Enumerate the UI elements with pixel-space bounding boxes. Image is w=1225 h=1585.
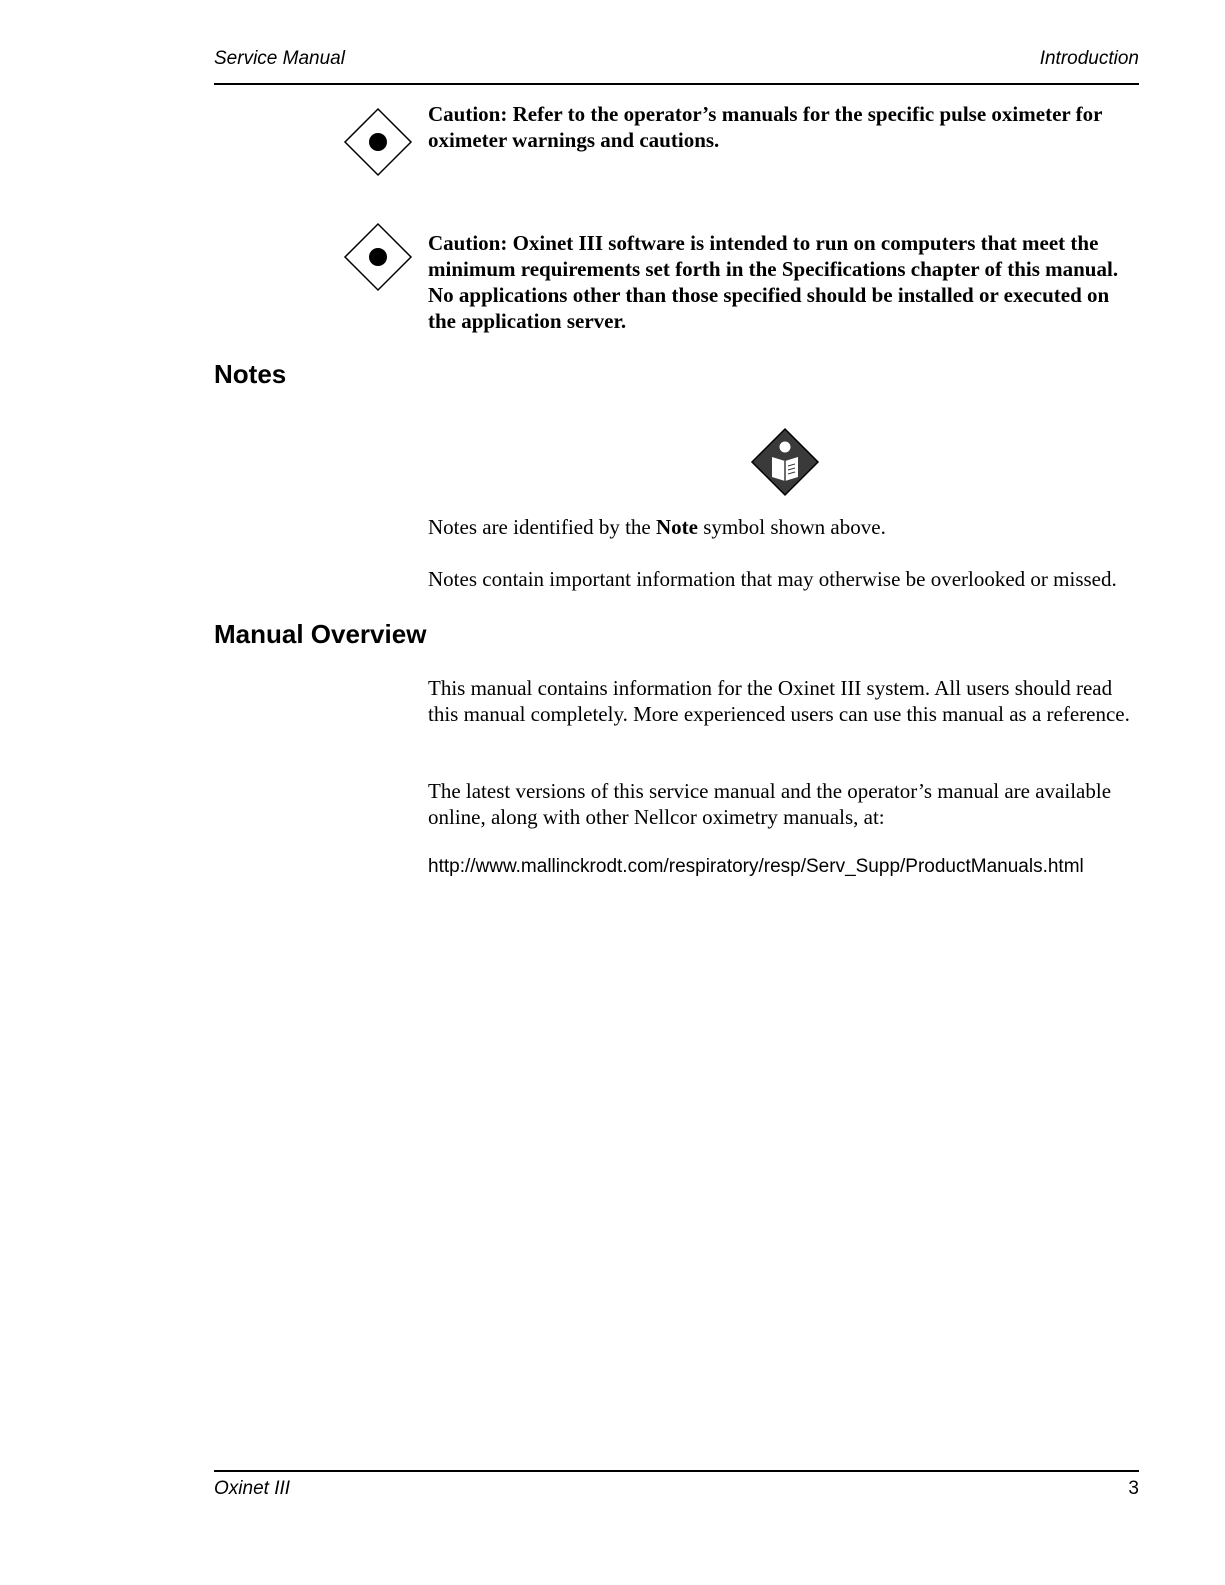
caution-text-2: Caution: Oxinet III software is intended to run on computers that meet the minimum requirements set forth in the Specifications chapter of this manual. No applications other than those specified should be installed or executed on the application server. xyxy=(428,231,1119,333)
manuals-url-link[interactable]: http://www.mallinckrodt.com/respiratory/resp/Serv_Supp/ProductManuals.html xyxy=(428,856,1084,877)
overview-paragraph-2: The latest versions of this service manual and the operator’s manual are available online, along with other Nellcor oximetry manuals, at: xyxy=(428,779,1112,829)
caution-text-1: Caution: Refer to the operator’s manuals for the specific pulse oximeter for oximeter warnings and cautions. xyxy=(428,102,1103,152)
overview-paragraph-1: This manual contains information for the Oxinet III system. All users should read this manual completely. More experienced users can use this manual as a reference. xyxy=(428,676,1130,726)
notes-identification-text xyxy=(428,514,1140,540)
notes-line1-post: symbol shown above. xyxy=(698,515,886,539)
section-heading-manual-overview: Manual Overview xyxy=(214,619,427,649)
notes-line1-pre: Notes are identified by the xyxy=(428,515,657,539)
page-number: 3 xyxy=(1128,1478,1139,1499)
caution-icon xyxy=(343,107,413,182)
notes-description-text: Notes contain important information that may otherwise be overlooked or missed. xyxy=(428,567,1117,591)
running-header-title: Service Manual xyxy=(214,48,345,69)
caution-icon xyxy=(343,222,413,297)
note-book-icon xyxy=(750,427,820,502)
running-header-section: Introduction xyxy=(1039,48,1139,69)
footer-rule xyxy=(214,1470,1139,1472)
running-footer-product: Oxinet III xyxy=(214,1478,291,1499)
section-heading-notes: Notes xyxy=(214,359,287,389)
header-rule xyxy=(214,83,1139,85)
notes-line1-bold: Note xyxy=(656,515,698,539)
